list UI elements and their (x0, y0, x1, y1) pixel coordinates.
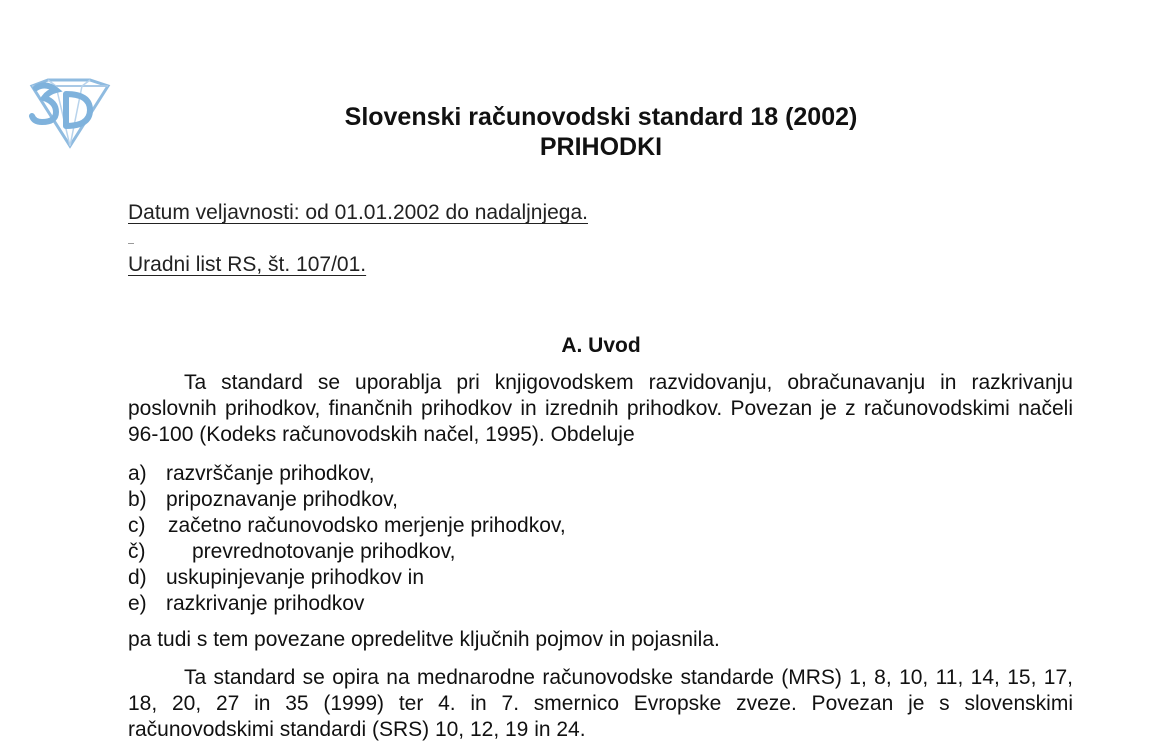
list-item (128, 539, 566, 565)
document-title: Slovenski računovodski standard 18 (2002) (344, 103, 858, 131)
list-item-text: razkrivanje prihodkov (166, 592, 365, 615)
official-gazette-link[interactable]: Uradni list RS, št. 107/01. (128, 253, 367, 276)
document-subtitle: PRIHODKI (539, 133, 663, 161)
list-item (128, 487, 566, 513)
intro-paragraph: Ta standard se uporablja pri knjigovodskem razvidovanju, obračunavanju in razkrivanju poslovnih prihodkov, finančnih prihodkov in izrednih prihodkov. Povezan je z računovodskimi načeli 96-100 (Kodeks računovodskih načel, 1995). Obdeluje (128, 371, 1073, 446)
list-item-text: pripoznavanje prihodkov, (166, 488, 398, 511)
list-marker: c) (128, 514, 146, 537)
list-item (128, 565, 566, 591)
list-marker: č) (128, 540, 146, 563)
list-marker: b) (128, 488, 147, 511)
section-heading: A. Uvod (561, 334, 641, 357)
list-item (128, 461, 566, 487)
after-list-paragraph: pa tudi s tem povezane opredelitve ključnih pojmov in pojasnila. (128, 628, 720, 651)
validity-date-link[interactable]: Datum veljavnosti: od 01.01.2002 do nadaljnjega. (128, 201, 588, 224)
list-marker: a) (128, 462, 147, 485)
list-item (128, 591, 566, 617)
list-marker: d) (128, 566, 147, 589)
list-item (128, 513, 566, 539)
list-marker: e) (128, 592, 147, 615)
list-item-text: prevrednotovanje prihodkov, (192, 540, 456, 563)
references-paragraph: Ta standard se opira na mednarodne računovodske standarde (MRS) 1, 8, 10, 11, 14, 15, 17, 18, 20, 27 in 35 (1999) ter 4. in 7. smernico Evropske zveze. Povezan je s slovenskimi računovodskimi standardi (SRS) 10, 12, 19 in 24. (128, 666, 1073, 741)
list-item-text: uskupinjevanje prihodkov in (166, 566, 424, 589)
topics-list (128, 461, 566, 617)
list-item-text: začetno računovodsko merjenje prihodkov, (168, 514, 566, 537)
list-item-text: razvrščanje prihodkov, (166, 462, 375, 485)
divider-mark (128, 243, 134, 244)
document-title-block (0, 102, 1157, 162)
